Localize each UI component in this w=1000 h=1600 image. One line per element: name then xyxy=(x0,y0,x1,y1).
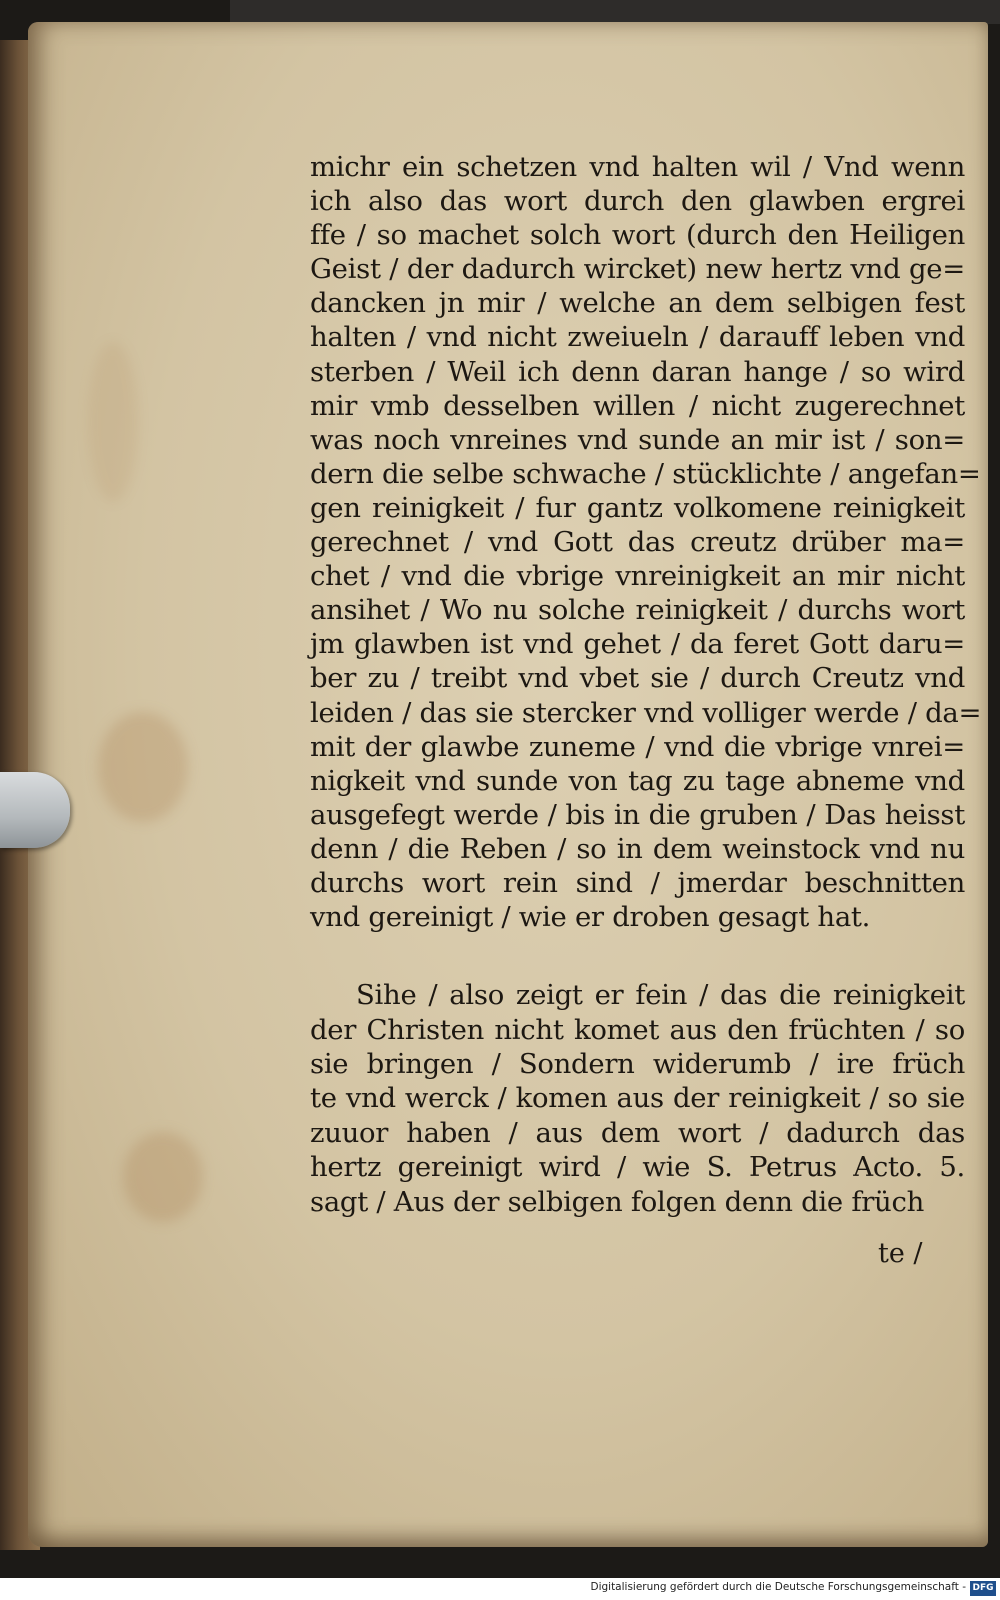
book-binding-top xyxy=(230,0,1000,24)
text-line: te vnd werck / komen aus der reinigkeit / so sie xyxy=(310,1082,965,1115)
text-line: was noch vnreines vnd sunde an mir ist / son= xyxy=(310,423,965,456)
text-line: gen reinigkeit / fur gantz volkomene reinigkeit xyxy=(310,491,965,524)
text-line: dancken jn mir / welche an dem selbigen fest xyxy=(310,287,965,320)
text-line: gerechnet / vnd Gott das creutz drüber ma= xyxy=(310,526,965,559)
text-line: halten / vnd nicht zweiueln / darauff leben vnd xyxy=(310,321,965,354)
page-body-text xyxy=(310,150,982,1219)
text-line: hertz gereinigt wird / wie S. Petrus Acto. 5. xyxy=(310,1151,965,1184)
paragraph xyxy=(310,150,982,934)
text-line: denn / die Reben / so in dem weinstock vnd nu xyxy=(310,832,965,865)
text-line: vnd gereinigt / wie er droben gesagt hat. xyxy=(310,901,871,934)
text-line: ber zu / treibt vnd vbet sie / durch Creutz vnd xyxy=(310,662,965,695)
text-line: ich also das wort durch den glawben ergrei xyxy=(310,185,965,218)
text-line: jm glawben ist vnd gehet / da feret Gott daru= xyxy=(310,628,965,661)
text-line: Sihe / also zeigt er fein / das die reinigkeit xyxy=(356,979,965,1012)
text-line: ffe / so machet solch wort (durch den Heiligen xyxy=(310,219,965,252)
paragraph xyxy=(310,978,965,1219)
text-line: sagt / Aus der selbigen folgen denn die früch xyxy=(310,1185,924,1218)
water-stain xyxy=(88,342,138,502)
text-line: dern die selbe schwache / stücklichte / angefan= xyxy=(310,457,981,490)
text-line: durchs wort rein sind / jmerdar beschnitten xyxy=(310,866,965,899)
dfg-logo-icon: DFG xyxy=(970,1581,996,1596)
text-line: mir vmb desselben willen / nicht zugerechnet xyxy=(310,389,965,422)
water-stain xyxy=(123,1132,203,1222)
text-line: zuuor haben / aus dem wort / dadurch das xyxy=(310,1116,965,1149)
text-line: sterben / Weil ich denn daran hange / so wird xyxy=(310,355,965,388)
text-line: der Christen nicht komet aus den früchten / so xyxy=(310,1013,965,1046)
text-line: ansihet / Wo nu solche reinigkeit / durchs wort xyxy=(310,594,965,627)
footer-bar xyxy=(0,1578,1000,1600)
text-line: michr ein schetzen vnd halten wil / Vnd wenn xyxy=(310,151,965,183)
text-line: nigkeit vnd sunde von tag zu tage abneme vnd xyxy=(310,764,965,797)
digitization-credit: Digitalisierung gefördert durch die Deutsche Forschungsgemeinschaft - xyxy=(590,1581,966,1593)
bookmark-clip xyxy=(0,772,70,848)
text-line: sie bringen / Sondern widerumb / ire früch xyxy=(310,1047,965,1080)
text-line: leiden / das sie stercker vnd volliger werde / da= xyxy=(310,696,982,729)
text-line: Geist / der dadurch wircket) new hertz vnd ge= xyxy=(310,253,965,286)
text-line: chet / vnd die vbrige vnreinigkeit an mir nicht xyxy=(310,560,965,593)
text-line: mit der glawbe zuneme / vnd die vbrige vnrei= xyxy=(310,730,965,763)
catchword: te / xyxy=(878,1238,923,1269)
text-line: ausgefegt werde / bis in die gruben / Das heisst xyxy=(310,798,965,831)
water-stain xyxy=(98,712,188,822)
